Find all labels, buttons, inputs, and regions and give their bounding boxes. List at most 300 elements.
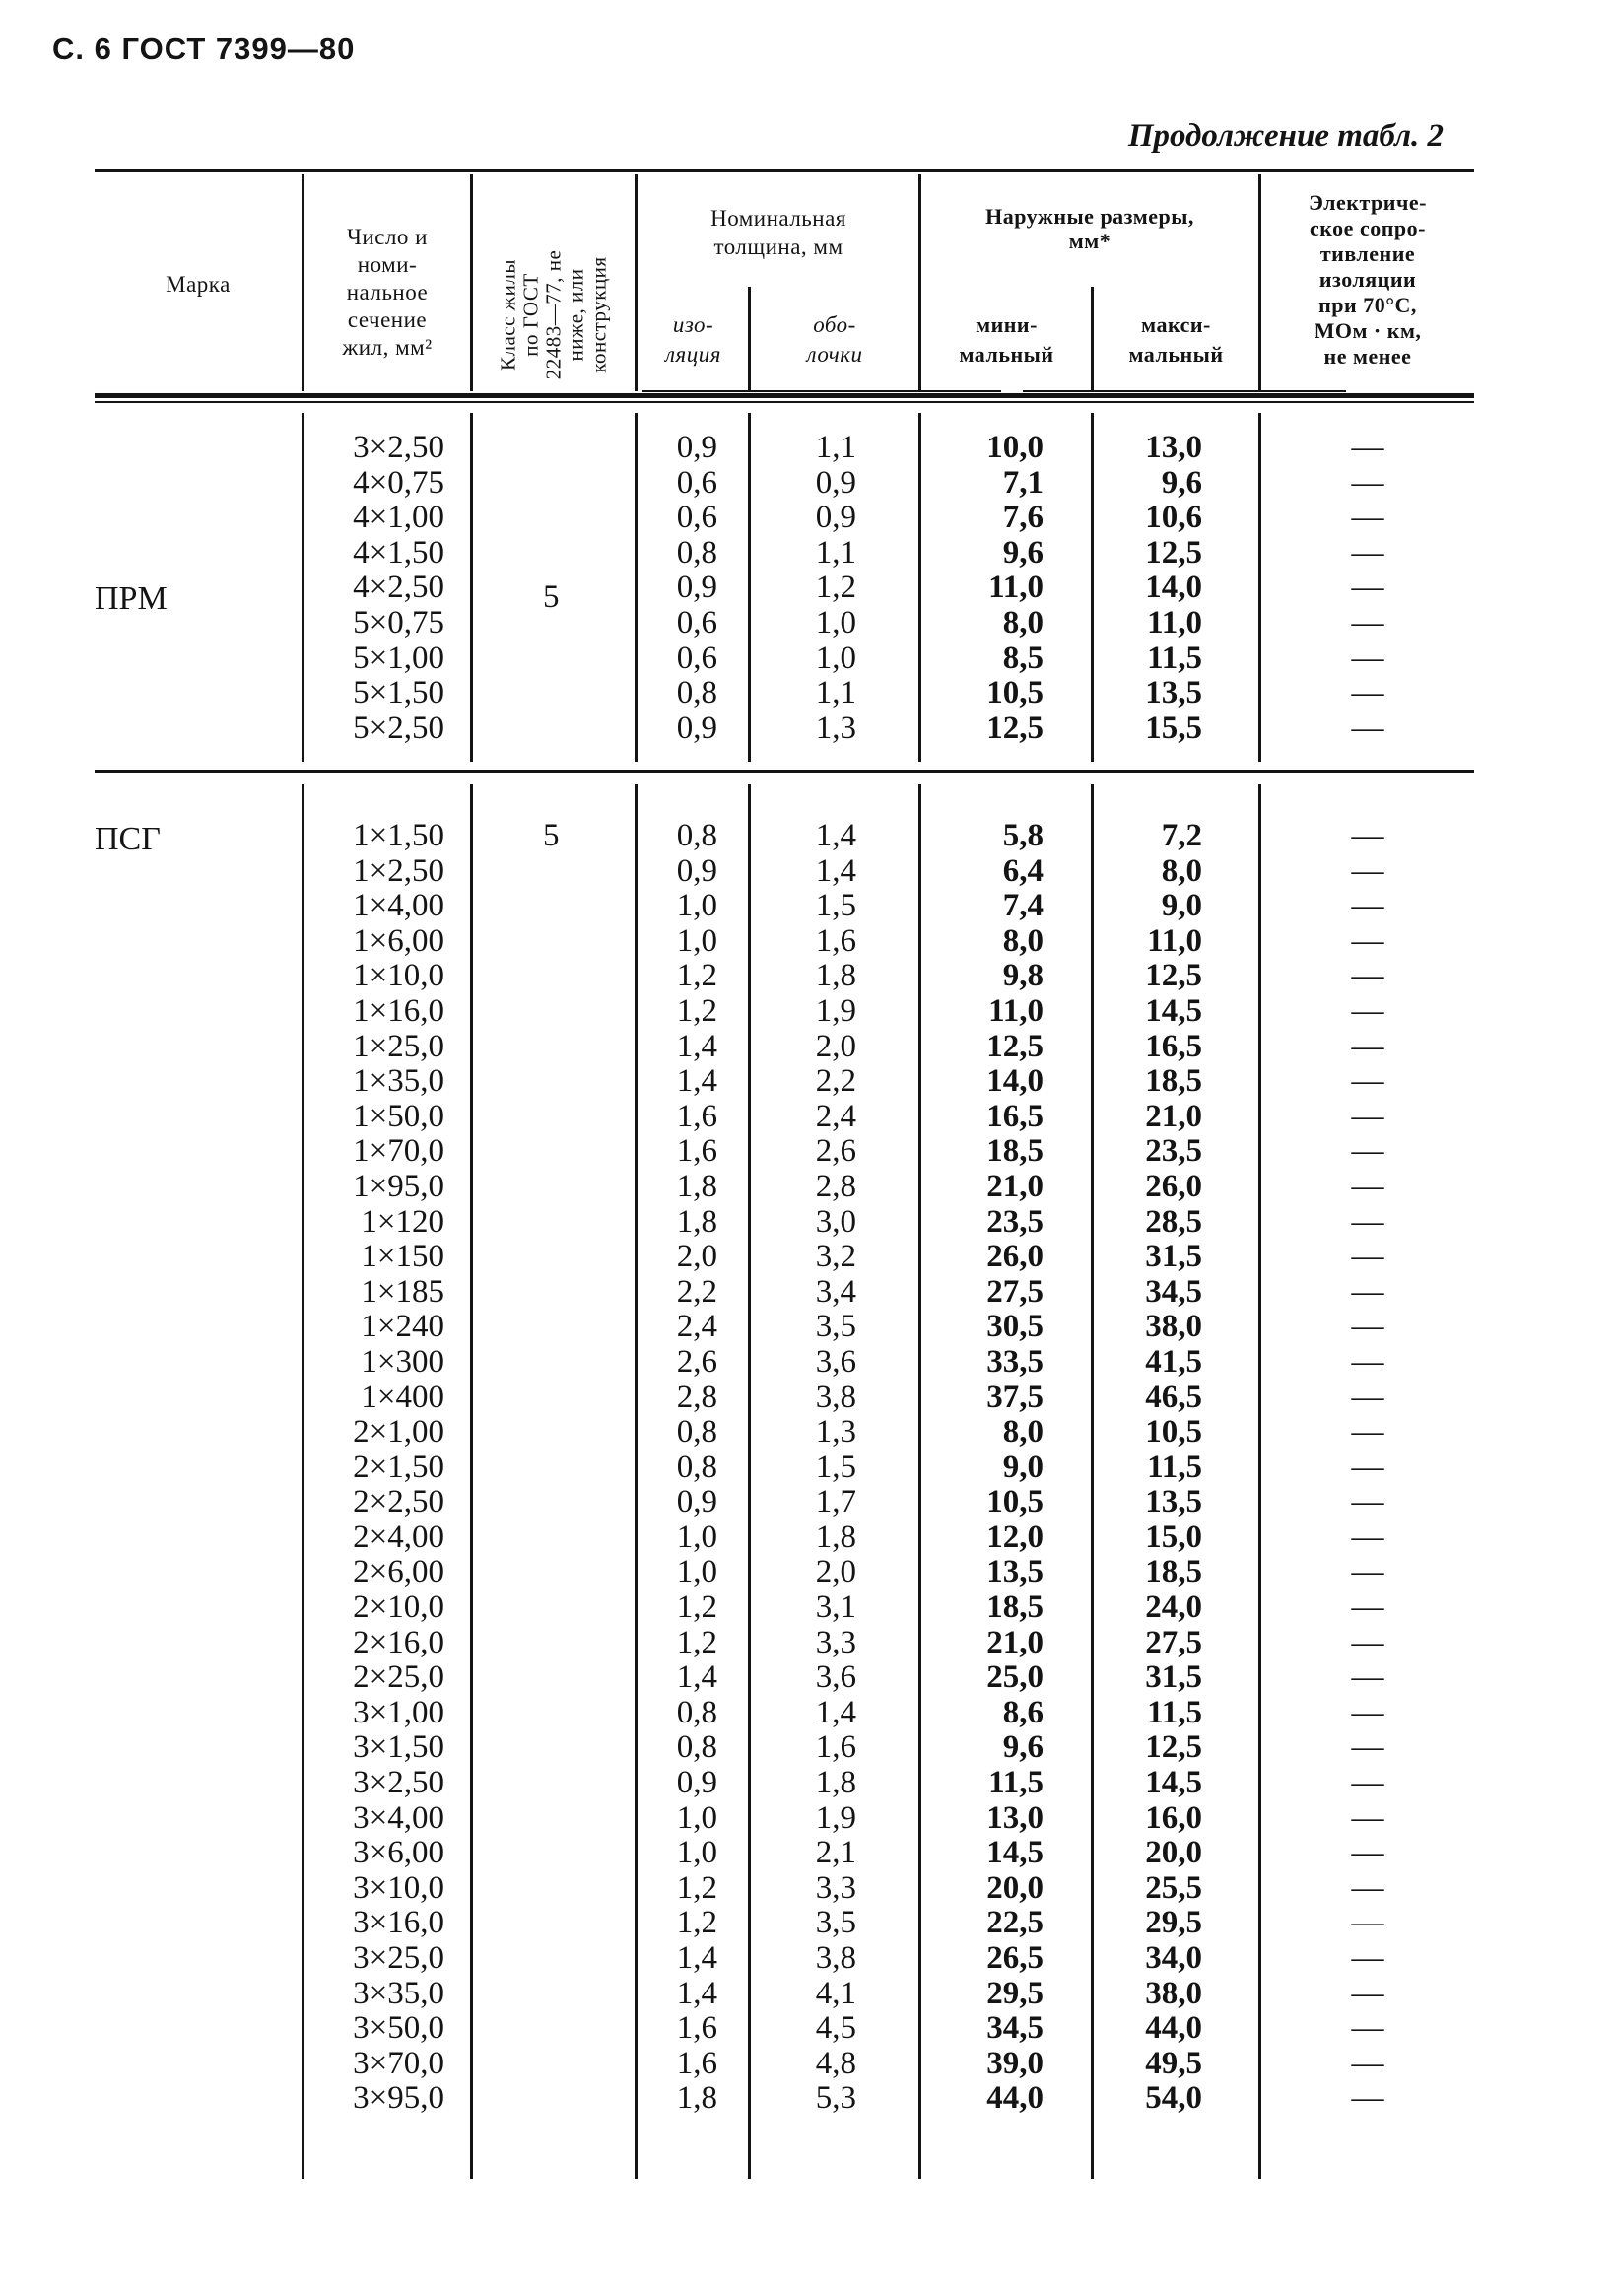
resistance-cell: —	[1351, 992, 1384, 1029]
group-prm-min	[922, 431, 1044, 746]
nominal-subheader-rule	[642, 390, 1001, 392]
min-size-cell: 33,5	[986, 1343, 1044, 1380]
min-size-cell: 16,5	[986, 1098, 1044, 1134]
section-cell: 3×95,0	[353, 2080, 444, 2117]
header-outer-size: Наружные размеры, мм*	[985, 204, 1194, 253]
obolochki-cell: 4,8	[815, 2045, 856, 2081]
max-size-cell: 11,5	[1147, 1694, 1202, 1730]
resistance-cell: —	[1351, 500, 1384, 536]
izolyatsiya-cell: 0,9	[676, 570, 717, 606]
izolyatsiya-cell: 0,8	[676, 1449, 717, 1485]
obolochki-cell: 2,2	[815, 1063, 856, 1100]
min-size-cell: 21,0	[986, 1624, 1044, 1660]
section-cell: 3×50,0	[353, 2010, 444, 2047]
col-divider-1	[302, 174, 304, 391]
resistance-cell: —	[1351, 958, 1384, 994]
resistance-cell: —	[1351, 1379, 1384, 1415]
section-cell: 1×300	[361, 1343, 444, 1380]
resistance-cell: —	[1351, 922, 1384, 959]
izolyatsiya-cell: 1,8	[676, 1203, 717, 1240]
min-size-cell: 30,5	[986, 1309, 1044, 1345]
col-divider-g2-5	[918, 784, 921, 2179]
izolyatsiya-cell: 1,2	[676, 1624, 717, 1660]
min-size-cell: 21,0	[986, 1168, 1044, 1204]
izolyatsiya-cell: 1,6	[676, 2045, 717, 2081]
section-cell: 1×400	[361, 1379, 444, 1415]
resistance-cell: —	[1351, 430, 1384, 465]
group-psg-max	[1094, 819, 1202, 2117]
obolochki-cell: 1,8	[815, 1765, 856, 1801]
min-size-cell: 11,0	[988, 992, 1044, 1029]
resistance-cell: —	[1351, 1589, 1384, 1626]
max-size-cell: 24,0	[1145, 1589, 1202, 1626]
group-prm-resistance	[1261, 431, 1474, 746]
izolyatsiya-cell: 1,6	[676, 2010, 717, 2047]
min-size-cell: 12,5	[986, 1028, 1044, 1064]
outer-subheader-rule	[1023, 390, 1346, 392]
obolochki-cell: 3,6	[815, 1343, 856, 1380]
resistance-cell: —	[1351, 1835, 1384, 1871]
section-cell: 1×2,50	[353, 852, 444, 889]
header-izolyatsiya: изо- ляция	[665, 312, 721, 367]
izolyatsiya-cell: 1,0	[676, 1519, 717, 1555]
izolyatsiya-cell: 1,4	[676, 1028, 717, 1064]
obolochki-cell: 1,4	[815, 852, 856, 889]
group-separator-rule	[95, 770, 1474, 773]
max-size-cell: 15,0	[1145, 1519, 1202, 1555]
section-cell: 1×240	[361, 1309, 444, 1345]
max-size-cell: 11,5	[1147, 1449, 1202, 1485]
max-size-cell: 38,0	[1145, 1309, 1202, 1345]
page-header: С. 6 ГОСТ 7399—80	[52, 32, 356, 66]
min-size-cell: 8,6	[1002, 1694, 1044, 1730]
resistance-cell: —	[1351, 1309, 1384, 1345]
izolyatsiya-cell: 1,4	[676, 1659, 717, 1696]
obolochki-cell: 1,8	[815, 1519, 856, 1555]
section-cell: 1×16,0	[353, 992, 444, 1029]
resistance-cell: —	[1351, 2010, 1384, 2047]
resistance-cell: —	[1351, 1168, 1384, 1204]
min-size-cell: 7,1	[1002, 464, 1044, 501]
obolochki-cell: 2,0	[815, 1554, 856, 1590]
section-cell: 1×185	[361, 1273, 444, 1310]
section-cell: 2×10,0	[353, 1589, 444, 1626]
resistance-cell: —	[1351, 464, 1384, 501]
izolyatsiya-cell: 1,4	[676, 1975, 717, 2011]
izolyatsiya-cell: 0,9	[676, 852, 717, 889]
izolyatsiya-cell: 0,8	[676, 1414, 717, 1451]
max-size-cell: 49,5	[1145, 2045, 1202, 2081]
max-size-cell: 7,2	[1161, 818, 1202, 853]
group-psg-resistance	[1261, 819, 1474, 2117]
col-divider-2	[470, 174, 473, 391]
izolyatsiya-cell: 1,0	[676, 1835, 717, 1871]
min-size-cell: 12,5	[986, 709, 1044, 746]
resistance-cell: —	[1351, 640, 1384, 676]
header-obolochki: обо- лочки	[806, 312, 863, 367]
izolyatsiya-cell: 1,2	[676, 1589, 717, 1626]
max-size-cell: 31,5	[1145, 1659, 1202, 1696]
section-cell: 3×70,0	[353, 2045, 444, 2081]
izolyatsiya-cell: 2,0	[676, 1239, 717, 1275]
max-size-cell: 14,0	[1145, 570, 1202, 606]
izolyatsiya-cell: 1,4	[676, 1940, 717, 1976]
section-cell: 3×25,0	[353, 1940, 444, 1976]
obolochki-cell: 2,4	[815, 1098, 856, 1134]
max-size-cell: 11,0	[1147, 604, 1202, 641]
min-size-cell: 25,0	[986, 1659, 1044, 1696]
min-size-cell: 5,8	[1002, 818, 1044, 853]
section-cell: 5×0,75	[353, 604, 444, 641]
obolochki-cell: 3,6	[815, 1659, 856, 1696]
min-size-cell: 23,5	[986, 1203, 1044, 1240]
section-cell: 2×4,00	[353, 1519, 444, 1555]
section-cell: 1×120	[361, 1203, 444, 1240]
max-size-cell: 18,5	[1145, 1554, 1202, 1590]
header-bottom-rule-2	[95, 401, 1474, 403]
header-chislo: Число и номи- нальное сечение жил, мм²	[342, 225, 433, 360]
izolyatsiya-cell: 2,2	[676, 1273, 717, 1310]
col-divider-g2-3	[635, 784, 638, 2179]
obolochki-cell: 3,3	[815, 1624, 856, 1660]
izolyatsiya-cell: 1,6	[676, 1098, 717, 1134]
max-size-cell: 18,5	[1145, 1063, 1202, 1100]
resistance-cell: —	[1351, 1414, 1384, 1451]
section-cell: 3×6,00	[353, 1835, 444, 1871]
min-size-cell: 9,8	[1002, 958, 1044, 994]
obolochki-cell: 1,1	[815, 675, 856, 711]
resistance-cell: —	[1351, 2080, 1384, 2117]
min-size-cell: 29,5	[986, 1975, 1044, 2011]
resistance-cell: —	[1351, 1239, 1384, 1275]
izolyatsiya-cell: 0,6	[676, 640, 717, 676]
obolochki-cell: 5,3	[815, 2080, 856, 2117]
obolochki-cell: 3,4	[815, 1273, 856, 1310]
max-size-cell: 9,6	[1161, 464, 1202, 501]
obolochki-cell: 1,5	[815, 1449, 856, 1485]
max-size-cell: 16,0	[1145, 1799, 1202, 1836]
min-size-cell: 11,5	[988, 1765, 1044, 1801]
col-divider-3	[635, 174, 638, 391]
max-size-cell: 44,0	[1145, 2010, 1202, 2047]
resistance-cell: —	[1351, 818, 1384, 853]
min-size-cell: 10,0	[986, 430, 1044, 465]
max-size-cell: 41,5	[1145, 1343, 1202, 1380]
obolochki-cell: 1,4	[815, 1694, 856, 1730]
min-size-cell: 18,5	[986, 1589, 1044, 1626]
min-size-cell: 22,5	[986, 1905, 1044, 1941]
max-size-cell: 29,5	[1145, 1905, 1202, 1941]
max-size-cell: 14,5	[1145, 992, 1202, 1029]
header-marka: Марка	[166, 272, 231, 297]
max-size-cell: 28,5	[1145, 1203, 1202, 1240]
table-continuation-caption: Продолжение табл. 2	[1127, 118, 1444, 154]
section-cell: 2×1,50	[353, 1449, 444, 1485]
section-cell: 1×35,0	[353, 1063, 444, 1100]
klass-psg: 5	[543, 818, 560, 853]
izolyatsiya-cell: 1,0	[676, 922, 717, 959]
resistance-cell: —	[1351, 1765, 1384, 1801]
max-size-cell: 25,5	[1145, 1869, 1202, 1906]
obolochki-cell: 4,1	[815, 1975, 856, 2011]
izolyatsiya-cell: 1,0	[676, 1799, 717, 1836]
izolyatsiya-cell: 0,9	[676, 709, 717, 746]
klass-prm: 5	[543, 579, 560, 615]
section-cell: 2×2,50	[353, 1484, 444, 1520]
min-size-cell: 6,4	[1002, 852, 1044, 889]
obolochki-cell: 3,2	[815, 1239, 856, 1275]
min-size-cell: 13,5	[986, 1554, 1044, 1590]
section-cell: 4×1,00	[353, 500, 444, 536]
min-size-cell: 10,5	[986, 675, 1044, 711]
max-size-cell: 8,0	[1161, 852, 1202, 889]
resistance-cell: —	[1351, 1694, 1384, 1730]
group-prm-sections	[305, 431, 444, 746]
max-size-cell: 34,5	[1145, 1273, 1202, 1310]
izolyatsiya-cell: 1,0	[676, 1554, 717, 1590]
obolochki-cell: 1,7	[815, 1484, 856, 1520]
izolyatsiya-cell: 0,8	[676, 675, 717, 711]
izolyatsiya-cell: 1,8	[676, 2080, 717, 2117]
max-size-cell: 13,5	[1145, 675, 1202, 711]
max-size-cell: 27,5	[1145, 1624, 1202, 1660]
group-psg-izolyatsiya	[639, 819, 717, 2117]
max-size-cell: 21,0	[1145, 1098, 1202, 1134]
section-cell: 5×1,00	[353, 640, 444, 676]
obolochki-cell: 1,5	[815, 888, 856, 924]
resistance-cell: —	[1351, 1098, 1384, 1134]
resistance-cell: —	[1351, 1273, 1384, 1310]
obolochki-cell: 3,5	[815, 1905, 856, 1941]
obolochki-cell: 1,4	[815, 818, 856, 853]
max-size-cell: 26,0	[1145, 1168, 1202, 1204]
group-psg-min	[922, 819, 1044, 2117]
section-cell: 1×95,0	[353, 1168, 444, 1204]
header-min: мини- мальный	[959, 312, 1054, 367]
section-cell: 3×4,00	[353, 1799, 444, 1836]
header-resistance: Электриче- ское сопро- тивление изоляции при 70°С, МОм · км, не менее	[1309, 190, 1427, 369]
min-size-cell: 8,5	[1002, 640, 1044, 676]
col-divider-5	[918, 174, 921, 391]
obolochki-cell: 1,0	[815, 604, 856, 641]
marka-psg: ПСГ	[95, 821, 161, 857]
header-max: макси- мальный	[1128, 312, 1224, 367]
max-size-cell: 10,5	[1145, 1414, 1202, 1451]
izolyatsiya-cell: 2,4	[676, 1309, 717, 1345]
izolyatsiya-cell: 1,8	[676, 1168, 717, 1204]
obolochki-cell: 1,8	[815, 958, 856, 994]
resistance-cell: —	[1351, 1799, 1384, 1836]
obolochki-cell: 4,5	[815, 2010, 856, 2047]
min-size-cell: 7,6	[1002, 500, 1044, 536]
max-size-cell: 10,6	[1145, 500, 1202, 536]
section-cell: 1×4,00	[353, 888, 444, 924]
resistance-cell: —	[1351, 1975, 1384, 2011]
min-size-cell: 8,0	[1002, 604, 1044, 641]
min-size-cell: 27,5	[986, 1273, 1044, 1310]
resistance-cell: —	[1351, 570, 1384, 606]
resistance-cell: —	[1351, 1905, 1384, 1941]
izolyatsiya-cell: 0,6	[676, 464, 717, 501]
obolochki-cell: 2,8	[815, 1168, 856, 1204]
section-cell: 2×6,00	[353, 1554, 444, 1590]
section-cell: 4×1,50	[353, 534, 444, 571]
izolyatsiya-cell: 1,2	[676, 1905, 717, 1941]
col-divider-g1-5	[918, 413, 921, 762]
col-divider-g1-1	[302, 413, 304, 762]
table-top-rule	[95, 169, 1474, 172]
max-size-cell: 34,0	[1145, 1940, 1202, 1976]
header-nominal: Номинальная толщина, мм	[710, 206, 846, 259]
min-size-cell: 20,0	[986, 1869, 1044, 1906]
min-size-cell: 9,0	[1002, 1449, 1044, 1485]
min-size-cell: 14,5	[986, 1835, 1044, 1871]
max-size-cell: 13,5	[1145, 1484, 1202, 1520]
obolochki-cell: 1,6	[815, 1729, 856, 1766]
min-size-cell: 9,6	[1002, 534, 1044, 571]
min-size-cell: 8,0	[1002, 1414, 1044, 1451]
max-size-cell: 16,5	[1145, 1028, 1202, 1064]
min-size-cell: 13,0	[986, 1799, 1044, 1836]
max-size-cell: 15,5	[1145, 709, 1202, 746]
resistance-cell: —	[1351, 604, 1384, 641]
section-cell: 4×2,50	[353, 570, 444, 606]
group-prm-max	[1094, 431, 1202, 746]
col-divider-g1-2	[470, 413, 473, 762]
resistance-cell: —	[1351, 1063, 1384, 1100]
col-divider-g1-3	[635, 413, 638, 762]
obolochki-cell: 3,8	[815, 1940, 856, 1976]
section-cell: 3×10,0	[353, 1869, 444, 1906]
group-prm-izolyatsiya	[639, 431, 717, 746]
izolyatsiya-cell: 0,8	[676, 1694, 717, 1730]
obolochki-cell: 1,1	[815, 430, 856, 465]
min-size-cell: 8,0	[1002, 922, 1044, 959]
max-size-cell: 54,0	[1145, 2080, 1202, 2117]
resistance-cell: —	[1351, 675, 1384, 711]
izolyatsiya-cell: 1,4	[676, 1063, 717, 1100]
izolyatsiya-cell: 1,2	[676, 992, 717, 1029]
obolochki-cell: 2,6	[815, 1133, 856, 1170]
resistance-cell: —	[1351, 1203, 1384, 1240]
obolochki-cell: 2,1	[815, 1835, 856, 1871]
obolochki-cell: 1,6	[815, 922, 856, 959]
section-cell: 1×1,50	[353, 818, 444, 853]
section-cell: 1×10,0	[353, 958, 444, 994]
obolochki-cell: 3,3	[815, 1869, 856, 1906]
section-cell: 1×50,0	[353, 1098, 444, 1134]
izolyatsiya-cell: 1,6	[676, 1133, 717, 1170]
min-size-cell: 34,5	[986, 2010, 1044, 2047]
resistance-cell: —	[1351, 1519, 1384, 1555]
obolochki-cell: 2,0	[815, 1028, 856, 1064]
min-size-cell: 37,5	[986, 1379, 1044, 1415]
resistance-cell: —	[1351, 1659, 1384, 1696]
max-size-cell: 9,0	[1161, 888, 1202, 924]
marka-prm: ПРМ	[95, 580, 168, 617]
obolochki-cell: 1,9	[815, 1799, 856, 1836]
obolochki-cell: 3,8	[815, 1379, 856, 1415]
izolyatsiya-cell: 0,8	[676, 1729, 717, 1766]
min-size-cell: 9,6	[1002, 1729, 1044, 1766]
obolochki-cell: 1,9	[815, 992, 856, 1029]
min-size-cell: 39,0	[986, 2045, 1044, 2081]
section-cell: 2×16,0	[353, 1624, 444, 1660]
obolochki-cell: 3,0	[815, 1203, 856, 1240]
header-bottom-rule	[95, 393, 1474, 398]
col-divider-g2-1	[302, 784, 304, 2179]
section-cell: 2×25,0	[353, 1659, 444, 1696]
izolyatsiya-cell: 0,9	[676, 430, 717, 465]
obolochki-cell: 1,3	[815, 1414, 856, 1451]
min-size-cell: 14,0	[986, 1063, 1044, 1100]
resistance-cell: —	[1351, 709, 1384, 746]
max-size-cell: 14,5	[1145, 1765, 1202, 1801]
obolochki-cell: 3,5	[815, 1309, 856, 1345]
max-size-cell: 23,5	[1145, 1133, 1202, 1170]
obolochki-cell: 3,1	[815, 1589, 856, 1626]
izolyatsiya-cell: 2,6	[676, 1343, 717, 1380]
obolochki-cell: 1,2	[815, 570, 856, 606]
section-cell: 3×1,50	[353, 1729, 444, 1766]
max-size-cell: 38,0	[1145, 1975, 1202, 2011]
obolochki-cell: 0,9	[815, 500, 856, 536]
max-size-cell: 12,5	[1145, 534, 1202, 571]
min-size-cell: 26,5	[986, 1940, 1044, 1976]
group-psg-sections	[305, 819, 444, 2117]
resistance-cell: —	[1351, 1343, 1384, 1380]
resistance-cell: —	[1351, 534, 1384, 571]
min-size-cell: 18,5	[986, 1133, 1044, 1170]
section-cell: 1×6,00	[353, 922, 444, 959]
cable-table	[95, 169, 1474, 2179]
max-size-cell: 11,0	[1147, 922, 1202, 959]
section-cell: 3×2,50	[353, 1765, 444, 1801]
min-size-cell: 44,0	[986, 2080, 1044, 2117]
obolochki-cell: 0,9	[815, 464, 856, 501]
header-klass-rotated: Класс жилы по ГОСТ 22483—77, не ниже, или конструкция	[496, 249, 611, 380]
izolyatsiya-cell: 0,9	[676, 1765, 717, 1801]
resistance-cell: —	[1351, 1729, 1384, 1766]
resistance-cell: —	[1351, 852, 1384, 889]
obolochki-cell: 1,0	[815, 640, 856, 676]
max-size-cell: 11,5	[1147, 640, 1202, 676]
resistance-cell: —	[1351, 1449, 1384, 1485]
resistance-cell: —	[1351, 1484, 1384, 1520]
section-cell: 5×2,50	[353, 709, 444, 746]
group-psg-obolochki	[751, 819, 856, 2117]
resistance-cell: —	[1351, 1554, 1384, 1590]
section-cell: 2×1,00	[353, 1414, 444, 1451]
izolyatsiya-cell: 0,6	[676, 500, 717, 536]
max-size-cell: 12,5	[1145, 958, 1202, 994]
max-size-cell: 46,5	[1145, 1379, 1202, 1415]
col-divider-g2-2	[470, 784, 473, 2179]
section-cell: 4×0,75	[353, 464, 444, 501]
resistance-cell: —	[1351, 1028, 1384, 1064]
min-size-cell: 12,0	[986, 1519, 1044, 1555]
izolyatsiya-cell: 1,2	[676, 958, 717, 994]
section-cell: 3×16,0	[353, 1905, 444, 1941]
min-size-cell: 10,5	[986, 1484, 1044, 1520]
group-prm-obolochki	[751, 431, 856, 746]
izolyatsiya-cell: 2,8	[676, 1379, 717, 1415]
izolyatsiya-cell: 1,2	[676, 1869, 717, 1906]
min-size-cell: 7,4	[1002, 888, 1044, 924]
section-cell: 3×2,50	[353, 430, 444, 465]
izolyatsiya-cell: 0,6	[676, 604, 717, 641]
min-size-cell: 26,0	[986, 1239, 1044, 1275]
